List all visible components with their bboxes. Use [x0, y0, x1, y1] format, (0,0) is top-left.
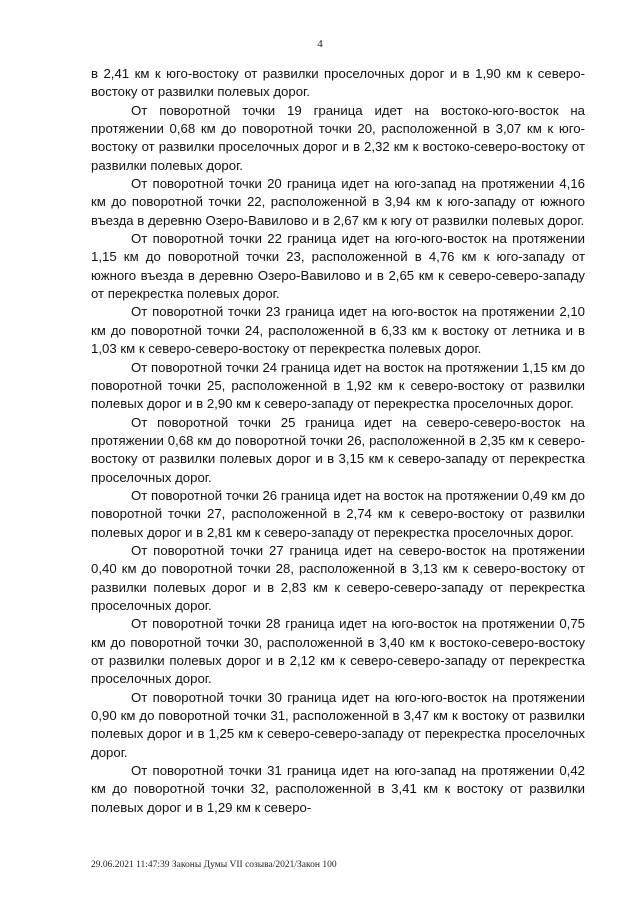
paragraph: От поворотной точки 24 граница идет на восток на протяжении 1,15 км до поворотной точки 25, расположенной в 1,92 км к северо-востоку от развилки полевых дорог и в 2,90 км к северо-западу от перекрестка проселочных дорог. — [91, 359, 585, 412]
paragraph: От поворотной точки 27 граница идет на северо-восток на протяжении 0,40 км до поворотной точки 28, расположенной в 3,13 км к северо-востоку от развилки полевых дорог и в 2,83 км к северо-северо-западу от перекрестка проселочных дорог. — [91, 542, 585, 613]
paragraph: в 2,41 км к юго-востоку от развилки проселочных дорог и в 1,90 км к северо-востоку от развилки полевых дорог. — [91, 66, 585, 100]
paragraph: От поворотной точки 30 граница идет на юго-юго-восток на протяжении 0,90 км до поворотной точки 31, расположенной в 3,47 км к востоку от развилки полевых дорог и в 1,25 км к северо-северо-западу от перекрестка проселочных дорог. — [91, 689, 585, 760]
page-number: 4 — [317, 38, 323, 50]
paragraph: От поворотной точки 19 граница идет на востоко-юго-восток на протяжении 0,68 км до поворотной точки 20, расположенной в 3,07 км к юго-востоку от развилки проселочных дорог и в 2,32 км к востоко-северо-востоку от развилки полевых дорог. — [91, 102, 585, 173]
document-body — [91, 65, 585, 817]
paragraph: От поворотной точки 26 граница идет на восток на протяжении 0,49 км до поворотной точки 27, расположенной в 2,74 км к северо-востоку от развилки полевых дорог и в 2,81 км к северо-западу от перекрестка проселочных дорог. — [91, 487, 585, 540]
paragraph: От поворотной точки 31 граница идет на юго-запад на протяжении 0,42 км до поворотной точки 32, расположенной в 3,41 км к востоку от развилки полевых дорог и в 1,29 км к северо- — [91, 763, 585, 815]
paragraph: От поворотной точки 22 граница идет на юго-юго-восток на протяжении 1,15 км до поворотной точки 23, расположенной в 4,76 км к юго-западу от южного въезда в деревню Озеро-Вавилово и в 2,65 км к северо-северо-западу от перекрестка полевых дорог. — [91, 231, 585, 302]
paragraph: От поворотной точки 20 граница идет на юго-запад на протяжении 4,16 км до поворотной точки 22, расположенной в 3,94 км к юго-западу от южного въезда в деревню Озеро-Вавилово и в 2,67 км к югу от развилки полевых дорог. — [91, 176, 585, 228]
paragraph: От поворотной точки 28 граница идет на юго-восток на протяжении 0,75 км до поворотной точки 30, расположенной в 3,40 км к востоко-северо-востоку от развилки полевых дорог и в 2,12 км к северо-северо-западу от перекрестка проселочных дорог. — [91, 616, 585, 687]
paragraph: От поворотной точки 23 граница идет на юго-восток на протяжении 2,10 км до поворотной точки 24, расположенной в 6,33 км к востоку от летника и в 1,03 км к северо-северо-востоку от перекрестка полевых дорог. — [91, 304, 585, 357]
paragraph: От поворотной точки 25 граница идет на северо-северо-восток на протяжении 0,68 км до поворотной точки 26, расположенной в 2,35 км к северо-востоку от развилки полевых дорог и в 3,15 км к северо-западу от перекрестка проселочных дорог. — [91, 414, 585, 485]
footer-stamp: 29.06.2021 11:47:39 Законы Думы VII созыва/2021/Закон 100 — [91, 860, 337, 870]
